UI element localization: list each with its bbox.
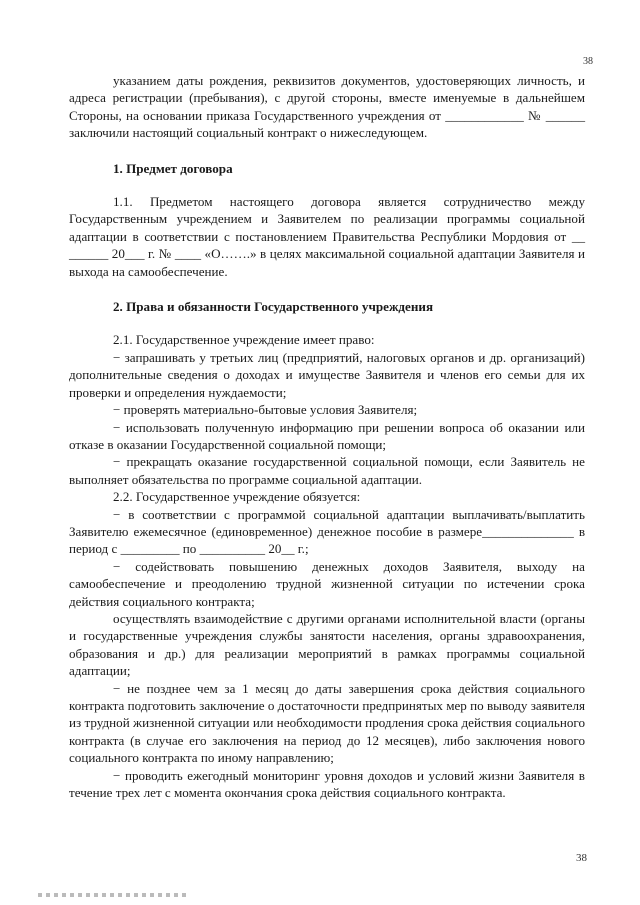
scan-artifact <box>38 893 188 897</box>
section-2-heading: 2. Права и обязанности Государственного учреждения <box>113 299 434 315</box>
page-number-top: 38 <box>583 56 593 67</box>
clause-2-1-item-request-info: − запрашивать у третьих лиц (предприятий, налоговых органов и др. организаций) дополнительные сведения о доходах и имуществе Заявителя и членов его семьи для их проверки и определения нуждаемости; <box>69 349 585 400</box>
clause-2-2-item-pay-allowance: − в соответствии с программой социальной адаптации выплачивать/выплатить Заявителю ежемесячное (единовременное) денежное пособие в размере______________ в период с _________ по __________ 20__ г.; <box>69 506 585 557</box>
clause-2-1: 2.1. Государственное учреждение имеет право: <box>113 332 375 348</box>
clause-2-1-item-stop-aid: − прекращать оказание государственной социальной помощи, если Заявитель не выполняет обязательства по программе социальной адаптации. <box>69 454 585 487</box>
clause-2-2: 2.2. Государственное учреждение обязуется: <box>113 489 361 505</box>
clause-2-2-item-conclusion: − не позднее чем за 1 месяц до даты завершения срока действия социального контракта подготовить заключение о достаточности предпринятых мер по выводу заявителя из трудной жизненной ситуации или необходимости продления срока действия социального контракта (в случае его заключения на период до 12 месяцев), либо заключения нового социального контракта по иному направлению; <box>69 680 585 766</box>
intro-paragraph: указанием даты рождения, реквизитов документов, удостоверяющих личность, и адреса регистрации (пребывания), с другой стороны, вместе именуемые в дальнейшем Стороны, на основании приказа Государственного учреждения от ____________ № ______ заключили настоящий социальный контракт о нижеследующем. <box>69 73 585 141</box>
document-body <box>69 72 585 801</box>
section-1-heading: 1. Предмет договора <box>113 160 233 176</box>
clause-1-1: 1.1. Предметом настоящего договора является сотрудничество между Государственным учреждением и Заявителем по реализации программы социальной адаптации в соответствии с постановлением Правительства Республики Мордовия от __ ______ 20___ г. № ____ «О…….» в целях максимальной социальной адаптации Заявителя и выхода на самообеспечение. <box>69 194 585 279</box>
clause-2-1-item-check-conditions: − проверять материально-бытовые условия Заявителя; <box>113 402 418 418</box>
clause-2-2-item-cooperate: осуществлять взаимодействие с другими органами исполнительной власти (органы и государственные учреждения службы занятости населения, органы здравоохранения, образования и др.) для реализации мероприятий в рамках программы социальной адаптации; <box>69 610 585 679</box>
clause-2-2-item-promote-income: − содействовать повышению денежных доходов Заявителя, выходу на самообеспечение и преодолению трудной жизненной ситуации по истечении срока действия социального контракта; <box>69 558 585 609</box>
clause-2-1-item-use-info: − использовать полученную информацию при решении вопроса об оказании или отказе в оказании Государственной социальной помощи; <box>69 419 585 452</box>
page-number-bottom: 38 <box>576 852 587 864</box>
clause-2-2-item-monitoring: − проводить ежегодный мониторинг уровня доходов и условий жизни Заявителя в течение трех лет с момента окончания срока действия социального контракта. <box>69 767 585 801</box>
